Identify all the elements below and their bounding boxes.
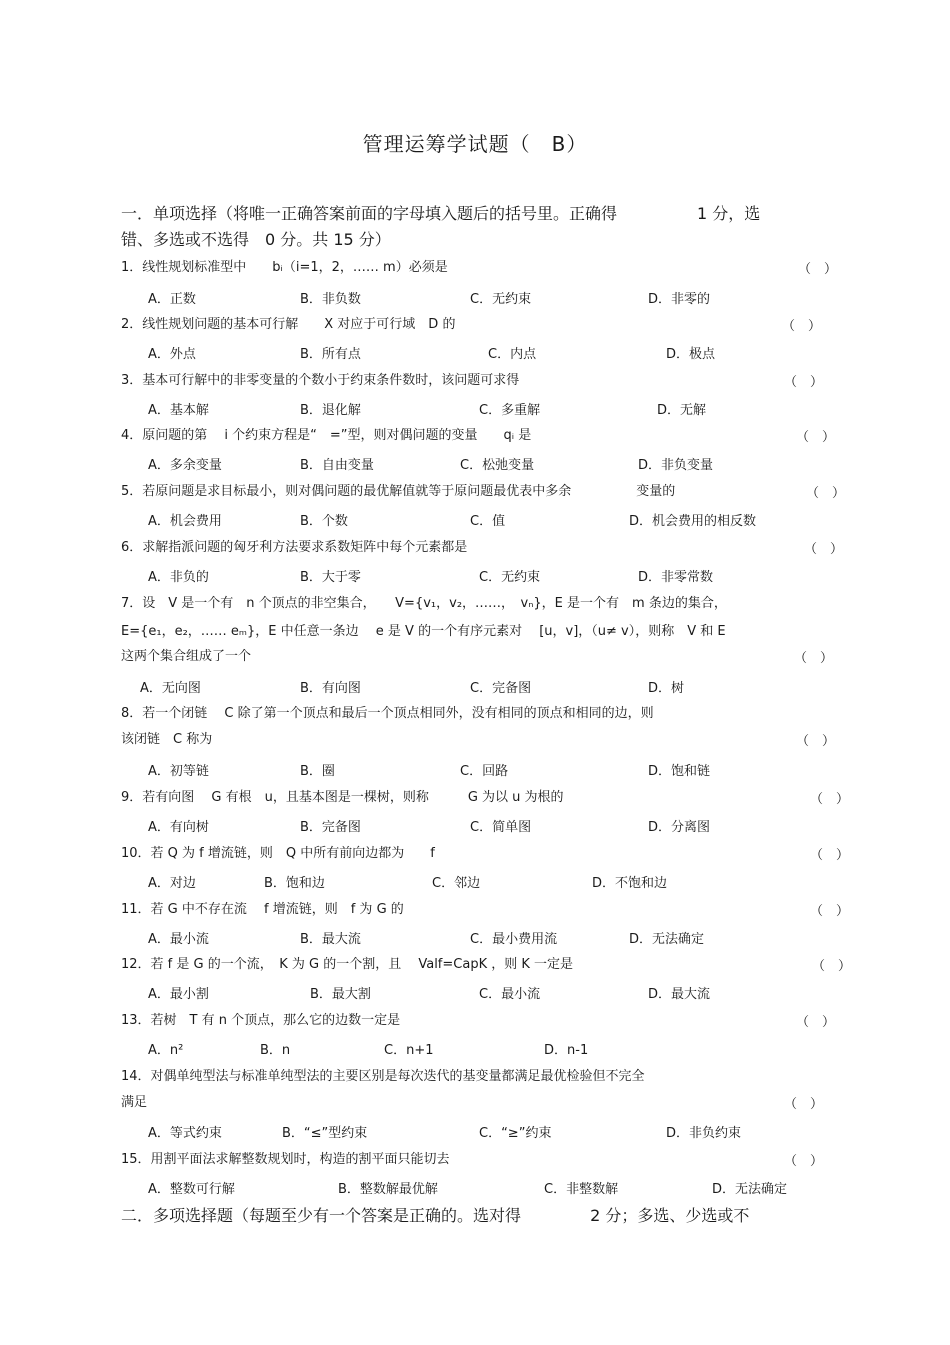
question-10-stem: 10．若 Q 为 f 增流链，则 Q 中所有前向边都为 f [121,846,435,861]
question-1-options [148,288,848,308]
answer-paren-5: （ ） [806,486,846,501]
option-b: B．所有点 [300,347,361,362]
question-9-stem: 9．若有向图 G 有根 u，且基本图是一棵树，则称 G 为以 u 为根的 [121,790,564,805]
page-title: 管理运筹学试题（ B） [362,132,588,156]
option-b: B．整数解最优解 [338,1182,438,1197]
question-6-stem: 6．求解指派问题的匈牙利方法要求系数矩阵中每个元素都是 [121,540,468,555]
section-1-header [121,201,861,253]
option-c: C．值 [470,514,506,529]
option-b: B．最大流 [300,932,361,947]
question-6-options [148,566,848,586]
question-4-stem: 4．原问题的第 i 个约束方程是“ =”型，则对偶问题的变量 qᵢ 是 [121,428,532,443]
option-a: A．等式约束 [148,1126,222,1141]
option-b: B．饱和边 [264,876,325,891]
option-a: A．非负的 [148,570,209,585]
option-c: C．非整数解 [544,1182,619,1197]
option-a: A．外点 [148,347,196,362]
answer-paren-12: （ ） [812,959,852,974]
question-9-options [148,816,848,836]
option-a: A．基本解 [148,403,209,418]
option-b: B．圈 [300,764,335,779]
option-b: B．“≤”型约束 [282,1126,368,1141]
option-b: B．自由变量 [300,458,374,473]
question-11-stem: 11．若 G 中不存在流 f 增流链，则 f 为 G 的 [121,902,404,917]
option-b: B．完备图 [300,820,361,835]
option-d: D．n-1 [544,1043,589,1058]
question-7-stem-line-1: 7．设 V 是一个有 n 个顶点的非空集合， V={v₁，v₂，……， vₙ}，E 是一个有 m 条边的集合， [121,596,727,611]
section-2-line-1: 二．多项选择题（每题至少有一个答案是正确的。选对得 2 分；多选、少选或不 [121,1206,750,1225]
answer-paren-10: （ ） [810,848,850,863]
question-13-options [148,1039,848,1059]
option-d: D．分离图 [648,820,711,835]
option-b: B．退化解 [300,403,361,418]
option-b: B．个数 [300,514,348,529]
option-a: A．最小割 [148,987,209,1002]
question-2-options [148,343,848,363]
option-d: D．无法确定 [629,932,705,947]
option-d: D．无法确定 [712,1182,788,1197]
question-3-stem: 3．基本可行解中的非零变量的个数小于约束条件数时，该问题可求得 [121,373,520,388]
question-8-stem-line-1: 8．若一个闭链 C 除了第一个顶点和最后一个顶点相同外，没有相同的顶点和相同的边，则 [121,706,654,721]
question-8-stem-line-2: 该闭链 C 称为 [121,732,213,747]
option-c: C．多重解 [479,403,541,418]
question-4-options [148,454,848,474]
option-a: A．机会费用 [148,514,222,529]
question-12-options [148,983,848,1003]
question-14-stem-line-2: 满足 [121,1095,148,1110]
question-7-options [140,677,840,697]
option-c: C．无约束 [479,570,541,585]
answer-paren-15: （ ） [784,1154,824,1169]
option-c: C．完备图 [470,681,532,696]
question-8-options [148,760,848,780]
answer-paren-8: （ ） [796,734,836,749]
question-7-stem-line-3: 这两个集合组成了一个 [121,649,252,664]
section-1-line-1: 一．单项选择（将唯一正确答案前面的字母填入题后的括号里。正确得 1 分，选 [121,204,761,223]
question-1-stem: 1．线性规划标准型中 bᵢ（i=1，2，…… m）必须是 [121,260,448,275]
option-c: C．“≥”约束 [479,1126,552,1141]
option-d: D．树 [648,681,685,696]
question-13-stem: 13．若树 T 有 n 个顶点，那么它的边数一定是 [121,1013,401,1028]
question-5-options [148,510,848,530]
option-d: D．不饱和边 [592,876,668,891]
option-c: C．最小流 [479,987,541,1002]
question-14-stem-line-1: 14．对偶单纯型法与标准单纯型法的主要区别是每次迭代的基变量都满足最优检验但不完全 [121,1069,645,1084]
option-d: D．最大流 [648,987,711,1002]
answer-paren-4: （ ） [796,430,836,445]
answer-paren-9: （ ） [810,792,850,807]
option-c: C．无约束 [470,292,532,307]
section-1-line-2: 错、多选或不选得 0 分。共 15 分） [121,230,391,249]
question-2-stem: 2．线性规划问题的基本可行解 X 对应于可行域 D 的 [121,317,456,332]
answer-paren-13: （ ） [796,1015,836,1030]
section-2-header [121,1203,861,1229]
question-12-stem: 12．若 f 是 G 的一个流， K 为 G 的一个割，且 Valf=CapK ，则 K 一定是 [121,957,574,972]
option-b: B．大于零 [300,570,361,585]
option-b: B．最大割 [310,987,371,1002]
option-c: C．内点 [488,347,537,362]
option-a: A．有向树 [148,820,209,835]
answer-paren-6: （ ） [804,542,844,557]
option-c: C．松弛变量 [460,458,535,473]
option-c: C．n+1 [384,1043,434,1058]
option-d: D．无解 [657,403,707,418]
question-15-stem: 15．用割平面法求解整数规划时，构造的割平面只能切去 [121,1152,450,1167]
option-d: D．非零常数 [638,570,714,585]
option-a: A．正数 [148,292,196,307]
question-3-options [148,399,848,419]
option-a: A．整数可行解 [148,1182,235,1197]
answer-paren-1: （ ） [798,262,838,277]
question-15-options [148,1178,848,1198]
option-c: C．简单图 [470,820,532,835]
option-b: B．非负数 [300,292,361,307]
option-a: A．n² [148,1043,184,1058]
answer-paren-2: （ ） [782,319,822,334]
answer-paren-14: （ ） [784,1097,824,1112]
option-a: A．初等链 [148,764,209,779]
option-d: D．机会费用的相反数 [629,514,757,529]
option-c: C．邻边 [432,876,481,891]
option-c: C．回路 [460,764,509,779]
option-c: C．最小费用流 [470,932,558,947]
option-d: D．非负约束 [666,1126,742,1141]
answer-paren-11: （ ） [810,904,850,919]
option-a: A．对边 [148,876,196,891]
option-b: B．有向图 [300,681,361,696]
answer-paren-7: （ ） [794,651,834,666]
option-a: A．最小流 [148,932,209,947]
option-d: D．非负变量 [638,458,714,473]
question-10-options [148,872,848,892]
option-a: A．多余变量 [148,458,222,473]
option-d: D．饱和链 [648,764,711,779]
question-14-options [148,1122,848,1142]
option-d: D．非零的 [648,292,711,307]
option-b: B．n [260,1043,291,1058]
answer-paren-3: （ ） [784,375,824,390]
option-a: A．无向图 [140,681,201,696]
question-5-stem: 5．若原问题是求目标最小，则对偶问题的最优解值就等于原问题最优表中多余 变量的 [121,484,676,499]
question-7-stem-line-2: E={e₁，e₂，…… eₘ}，E 中任意一条边 e 是 V 的一个有序元素对 [u，v]，（u≠ v），则称 V 和 E [121,624,726,639]
option-d: D．极点 [666,347,716,362]
question-11-options [148,928,848,948]
